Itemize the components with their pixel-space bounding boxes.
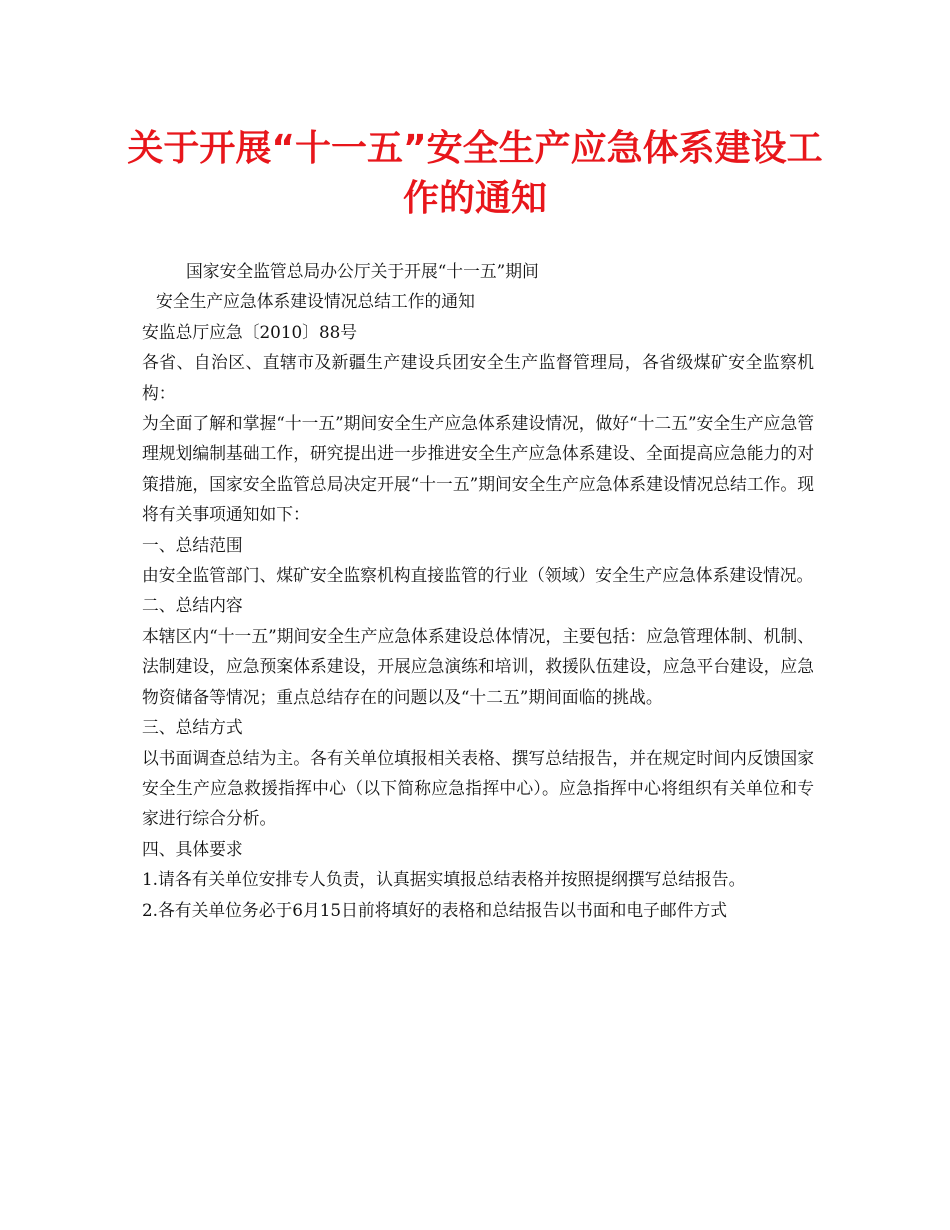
intro-paragraph: 为全面了解和掌握“十一五”期间安全生产应急体系建设情况，做好“十二五”安全生产应急管理规划编制基础工作，研究提出进一步推进安全生产应急体系建设、全面提高应急能力的对策措施，国家安全监管总局决定开展“十一五”期间安全生产应急体系建设情况总结工作。现将有关事项通知如下：: [142, 413, 815, 525]
subtitle-line: 安全生产应急体系建设情况总结工作的通知: [156, 291, 475, 312]
section-heading-requirements: 四、具体要求: [142, 838, 243, 859]
section-heading-scope: 一、总结范围: [142, 534, 243, 555]
requirement-item-2: 2.各有关单位务必于6月15日前将填好的表格和总结报告以书面和电子邮件方式: [142, 899, 728, 920]
section-heading-method: 三、总结方式: [142, 717, 243, 738]
document-body: [142, 256, 814, 925]
recipients: 各省、自治区、直辖市及新疆生产建设兵团安全生产监督管理局，各省级煤矿安全监察机构：: [142, 352, 814, 403]
document-title: 关于开展“十一五”安全生产应急体系建设工作的通知: [127, 128, 823, 219]
requirement-item-1: 1.请各有关单位安排专人负责，认真据实填报总结表格并按照提纲撰写总结报告。: [142, 869, 746, 890]
content-paragraph: 本辖区内“十一五”期间安全生产应急体系建设总体情况，主要包括：应急管理体制、机制、法制建设，应急预案体系建设，开展应急演练和培训，救援队伍建设，应急平台建设，应急物资储备等情况；重点总结存在的问题以及“十二五”期间面临的挑战。: [142, 625, 814, 707]
section-heading-content: 二、总结内容: [142, 595, 243, 616]
method-paragraph: 以书面调查总结为主。各有关单位填报相关表格、撰写总结报告，并在规定时间内反馈国家安全生产应急救援指挥中心（以下简称应急指挥中心）。应急指挥中心将组织有关单位和专家进行综合分析。: [142, 747, 814, 829]
document-number: 安监总厅应急〔2010〕88号: [142, 321, 358, 342]
scope-paragraph: 由安全监管部门、煤矿安全监察机构直接监管的行业（领域）安全生产应急体系建设情况。: [142, 565, 814, 586]
issuer-line: 国家安全监管总局办公厅关于开展“十一五”期间: [186, 261, 539, 281]
